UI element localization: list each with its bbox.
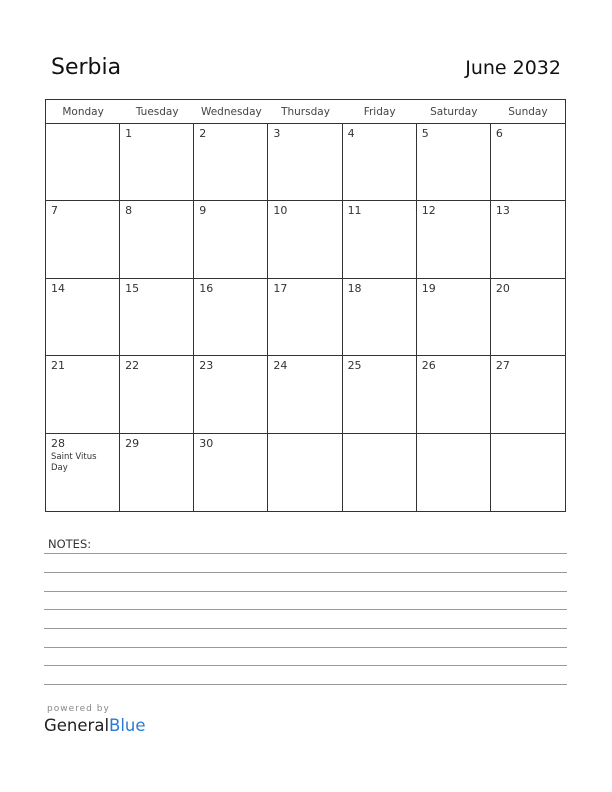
day-cell[interactable]: [268, 356, 342, 433]
day-cell[interactable]: [46, 356, 120, 433]
powered-by-text: powered by: [47, 704, 110, 714]
day-cell[interactable]: [491, 434, 565, 511]
day-cell[interactable]: [46, 201, 120, 278]
day-number: 29: [125, 436, 140, 450]
day-cell[interactable]: [417, 279, 491, 356]
brand-logo[interactable]: [44, 716, 146, 735]
weekday-header: Thursday: [268, 100, 342, 124]
day-number: 15: [125, 281, 140, 295]
day-number: 23: [199, 359, 214, 373]
day-cell[interactable]: [491, 124, 565, 201]
day-cell[interactable]: [46, 279, 120, 356]
country-title: Serbia: [51, 55, 122, 80]
day-number: 30: [199, 436, 214, 450]
day-cell[interactable]: [268, 434, 342, 511]
weekday-header: Wednesday: [194, 100, 268, 124]
weekday-header: Saturday: [417, 100, 491, 124]
day-number: 7: [51, 204, 58, 218]
day-cell[interactable]: [491, 356, 565, 433]
day-number: 17: [273, 281, 288, 295]
day-number: 19: [421, 281, 436, 295]
day-number: 25: [347, 359, 362, 373]
notes-line: [44, 684, 567, 685]
weekday-header: Monday: [46, 100, 120, 124]
day-cell[interactable]: [343, 279, 417, 356]
brand-general: General: [44, 716, 110, 735]
day-cell[interactable]: [46, 434, 120, 511]
weekday-header: Tuesday: [120, 100, 194, 124]
day-number: 10: [273, 204, 288, 218]
day-number: 20: [495, 281, 510, 295]
weekday-header: Friday: [343, 100, 417, 124]
day-cell[interactable]: [120, 434, 194, 511]
day-number: 3: [273, 127, 281, 140]
day-number: 28: [51, 436, 65, 450]
day-cell[interactable]: [120, 124, 194, 201]
day-cell[interactable]: [120, 279, 194, 356]
day-number: 18: [347, 281, 362, 295]
day-number: 6: [495, 127, 503, 140]
holiday-label: Saint Vitus Day: [51, 451, 97, 473]
day-number: 24: [273, 359, 288, 373]
day-number: 9: [199, 204, 207, 218]
day-cell[interactable]: [491, 201, 565, 278]
notes-line: [44, 609, 567, 610]
calendar-grid: [45, 99, 566, 512]
day-number: 1: [125, 127, 133, 140]
weekday-header: Sunday: [491, 100, 565, 124]
day-number: 27: [495, 359, 510, 373]
notes-line: [44, 665, 567, 666]
day-number: 16: [199, 281, 214, 295]
day-number: 2: [199, 127, 207, 140]
day-cell[interactable]: [46, 124, 120, 201]
notes-label: NOTES:: [48, 537, 92, 551]
notes-line: [44, 591, 567, 592]
day-cell[interactable]: [120, 201, 194, 278]
day-cell[interactable]: [194, 434, 268, 511]
day-cell[interactable]: [343, 201, 417, 278]
day-number: 11: [347, 204, 362, 218]
month-year-title: June 2032: [465, 57, 561, 79]
day-number: 14: [51, 281, 65, 295]
day-number: 13: [495, 204, 510, 218]
notes-line: [44, 572, 567, 573]
notes-line: [44, 628, 567, 629]
day-number: 12: [421, 204, 436, 218]
day-cell[interactable]: [194, 279, 268, 356]
day-cell[interactable]: [120, 356, 194, 433]
day-number: 21: [51, 359, 65, 373]
day-cell[interactable]: [417, 434, 491, 511]
notes-line: [44, 553, 567, 554]
day-cell[interactable]: [343, 356, 417, 433]
day-cell[interactable]: [194, 201, 268, 278]
day-cell[interactable]: [343, 434, 417, 511]
day-number: 26: [421, 359, 436, 373]
day-cell[interactable]: [417, 124, 491, 201]
day-cell[interactable]: [194, 356, 268, 433]
day-cell[interactable]: [268, 201, 342, 278]
day-cell[interactable]: [268, 124, 342, 201]
day-number: 22: [125, 359, 140, 373]
day-number: 8: [125, 204, 133, 218]
day-cell[interactable]: [194, 124, 268, 201]
brand-blue: Blue: [109, 716, 146, 735]
day-cell[interactable]: [343, 124, 417, 201]
notes-line: [44, 647, 567, 648]
day-number: 5: [421, 127, 429, 140]
day-cell[interactable]: [268, 279, 342, 356]
day-number: 4: [347, 127, 355, 140]
day-cell[interactable]: [417, 356, 491, 433]
day-cell[interactable]: [491, 279, 565, 356]
day-cell[interactable]: [417, 201, 491, 278]
